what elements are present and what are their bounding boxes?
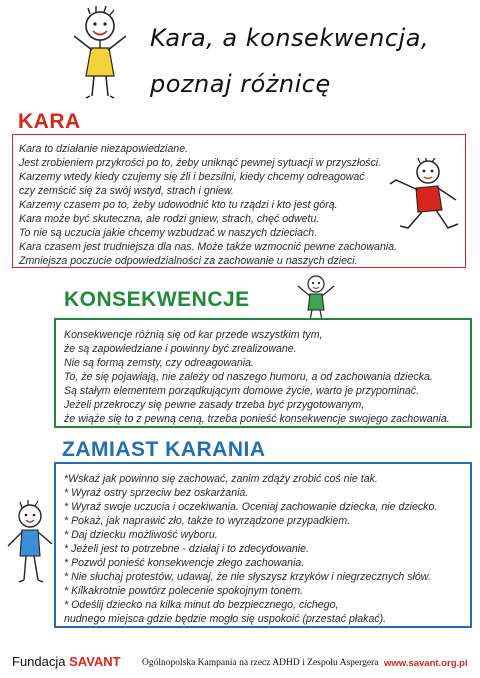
- text-line: * Daj dziecku możliwość wyboru.: [64, 529, 218, 541]
- zamiast-karania-box: [54, 462, 472, 628]
- text-line: To, że się pojawiają, nie zależy od naszego humoru, a od zachowania dziecka.: [64, 371, 433, 383]
- kara-text: [19, 142, 397, 268]
- section-heading-kara: KARA: [18, 110, 81, 133]
- text-line: Jest zrobieniem przykrości po to, żeby uniknąć pewnej sytuacji w przyszłości.: [19, 157, 382, 169]
- text-line: że wiąże się to z pewną ceną, trzeba ponieść konsekwencje swojego zachowania.: [64, 413, 450, 425]
- footer-url-link[interactable]: www.savant.org.pl: [384, 658, 468, 669]
- text-line: czy zemścić się za swój wstyd, strach i gniew.: [19, 185, 234, 197]
- text-line: że są zapowiedziane i powinny być zrealizowane.: [64, 343, 297, 355]
- text-line: * Nie słuchaj protestów, udawaj, że nie słyszysz krzyków i niegrzecznych słów.: [64, 571, 431, 583]
- page-title-line-1: Kara, a konsekwencja,: [150, 24, 430, 52]
- text-line: Są stałym elementem porządkującym domowe życie, warto je przypominać.: [64, 385, 420, 397]
- text-line: * Pokaż, jak naprawić zło, także to wyrządzone przypadkiem.: [64, 515, 351, 527]
- text-line: * Jeżeli jest to potrzebne - działaj i to zdecydowanie.: [64, 543, 309, 555]
- text-line: * Pozwól ponieść konsekwencje złego zachowania.: [64, 557, 305, 569]
- text-line: To nie są uczucia jakie chcemy wzbudzać w naszych dzieciach.: [19, 227, 318, 239]
- kid-figure-yellow-illustration: [60, 6, 140, 102]
- text-line: Kara to działanie niezapowiedziane.: [19, 143, 189, 155]
- text-line: * Wyraź swoje uczucia i oczekiwania. Oceniaj zachowanie dziecka, nie dziecko.: [64, 501, 438, 513]
- text-line: Nie są formą zemsty, czy odreagowania.: [64, 357, 254, 369]
- section-heading-zamiast-karania: ZAMIAST KARANIA: [62, 438, 266, 461]
- footer-organization: [12, 654, 121, 669]
- footer-org-name: SAVANT: [69, 654, 121, 669]
- kid-figure-green-illustration: [292, 272, 340, 322]
- konsekwencje-text: [64, 328, 450, 426]
- text-line: Karzemy czasem po to, żeby udowodnić kto tu rządzi i kto jest górą.: [19, 199, 338, 211]
- kid-figure-red-illustration: [378, 158, 468, 238]
- text-line: Kara może być skuteczna, ale rodzi gniew, strach, chęć odwetu.: [19, 213, 320, 225]
- footer-org-prefix: Fundacja: [12, 654, 66, 669]
- text-line: Karzemy wtedy kiedy czujemy się źli i bezsilni, kiedy chcemy odreagować: [19, 171, 365, 183]
- zamiast-karania-text: [64, 472, 437, 626]
- page-title-line-2: poznaj różnicę: [150, 70, 331, 98]
- text-line: nudnego miejsca gdzie będzie mogło się uspokoić (przestać płakać).: [64, 613, 387, 625]
- kid-figure-blue-illustration: [2, 500, 58, 590]
- section-heading-konsekwencje: KONSEKWENCJE: [64, 288, 250, 311]
- text-line: Jeżeli przekroczy się pewne zasady trzeba być przygotowanym,: [64, 399, 365, 411]
- text-line: Konsekwencje różnią się od kar przede wszystkim tym,: [64, 329, 323, 341]
- konsekwencje-box: [54, 318, 472, 428]
- text-line: * Kilkakrotnie powtórz polecenie spokojnym tonem.: [64, 585, 304, 597]
- text-line: * Wyraź ostry sprzeciw bez oskarżania.: [64, 487, 249, 499]
- footer-campaign: Ogólnopolska Kampania na rzecz ADHD i Zespołu Aspergera: [142, 658, 379, 668]
- text-line: Zmniejsza poczucie odpowiedzialności za zachowanie u naszych dzieci.: [19, 255, 358, 267]
- text-line: Kara czasem jest trudniejsza dla nas. Może także wzmocnić pewne zachowania.: [19, 241, 398, 253]
- text-line: * Odeślij dziecko na kilka minut do bezpiecznego, cichego,: [64, 599, 339, 611]
- text-line: *Wskaż jak powinno się zachować, zanim zdąży zrobić coś nie tak.: [64, 473, 378, 485]
